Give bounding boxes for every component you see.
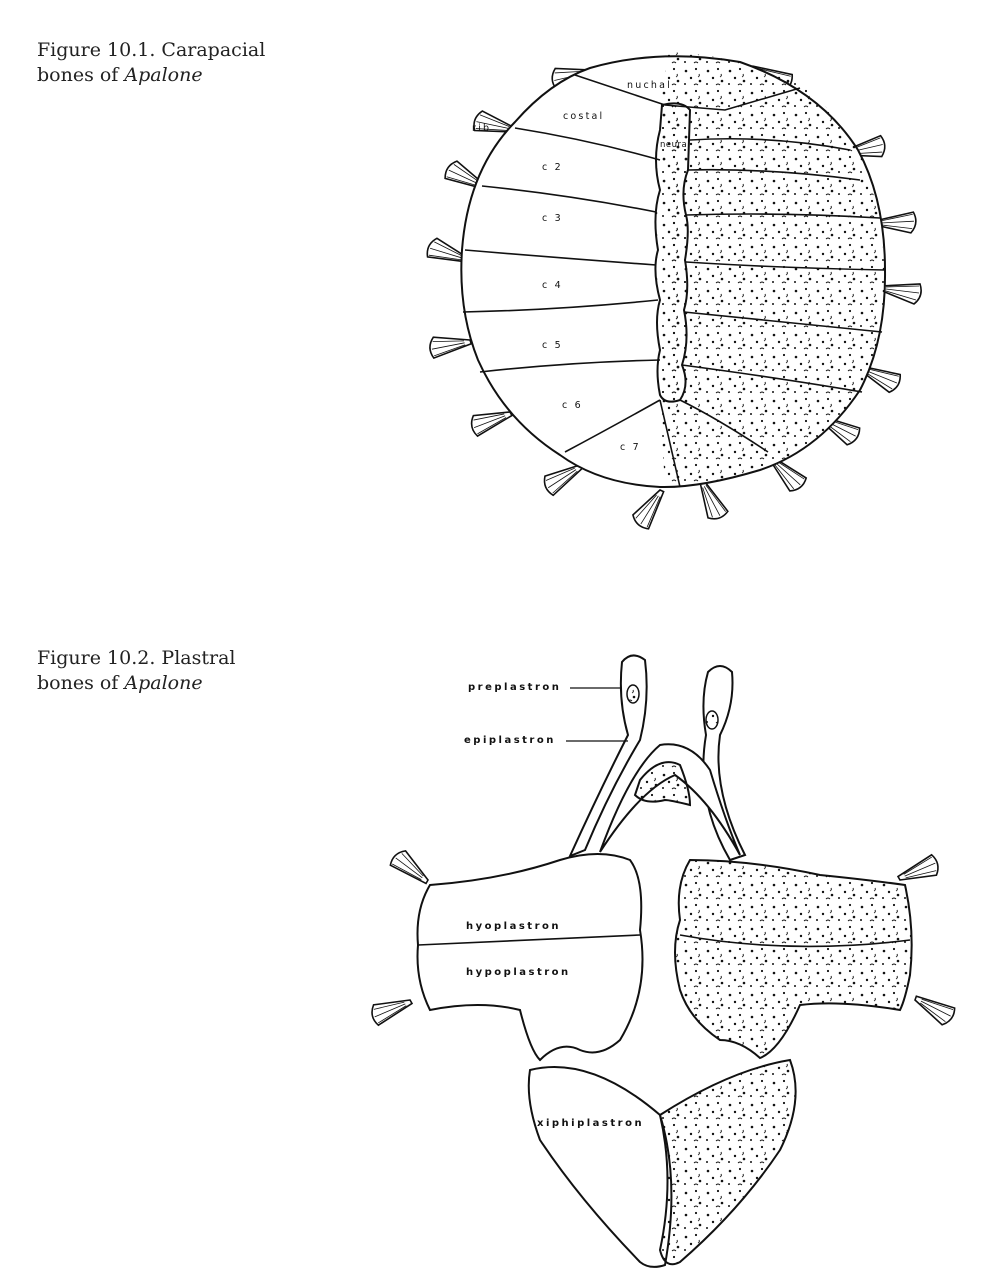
label-costal: costal	[563, 111, 605, 122]
label-hypoplastron: hypoplastron	[466, 967, 571, 978]
carapace-figure	[426, 52, 921, 530]
hyo-hypo-left	[418, 854, 643, 1060]
label-rib: rib	[472, 123, 492, 134]
label-xiphiplastron: xiphiplastron	[537, 1118, 645, 1129]
label-preplastron: preplastron	[468, 682, 562, 693]
figure-10-1-caption-line1: Figure 10.1. Carapacial	[37, 39, 266, 61]
figure-10-1-caption-text: bones of	[37, 64, 125, 86]
xiphiplastron-right	[660, 1060, 796, 1264]
label-c7: c 7	[620, 442, 641, 453]
label-c6: c 6	[562, 400, 583, 411]
label-c5: c 5	[542, 340, 563, 351]
label-epiplastron: epiplastron	[464, 735, 556, 746]
label-c2: c 2	[542, 162, 563, 173]
label-hyoplastron: hyoplastron	[466, 921, 561, 932]
figure-10-1-genus: Apalone	[124, 64, 203, 86]
figure-10-2-genus: Apalone	[124, 672, 203, 694]
xiphiplastron-left	[529, 1067, 672, 1267]
label-c3: c 3	[542, 213, 563, 224]
figure-10-2-caption-line1: Figure 10.2. Plastral	[37, 647, 236, 669]
label-c4: c 4	[542, 280, 563, 291]
plastron-figure	[367, 655, 955, 1266]
epiplastron-right	[703, 666, 745, 860]
label-neural: neural	[660, 140, 691, 150]
hyo-hypo-right	[675, 860, 912, 1058]
label-nuchal: nuchal	[627, 80, 672, 91]
figure-10-2-caption-text: bones of	[37, 672, 125, 694]
